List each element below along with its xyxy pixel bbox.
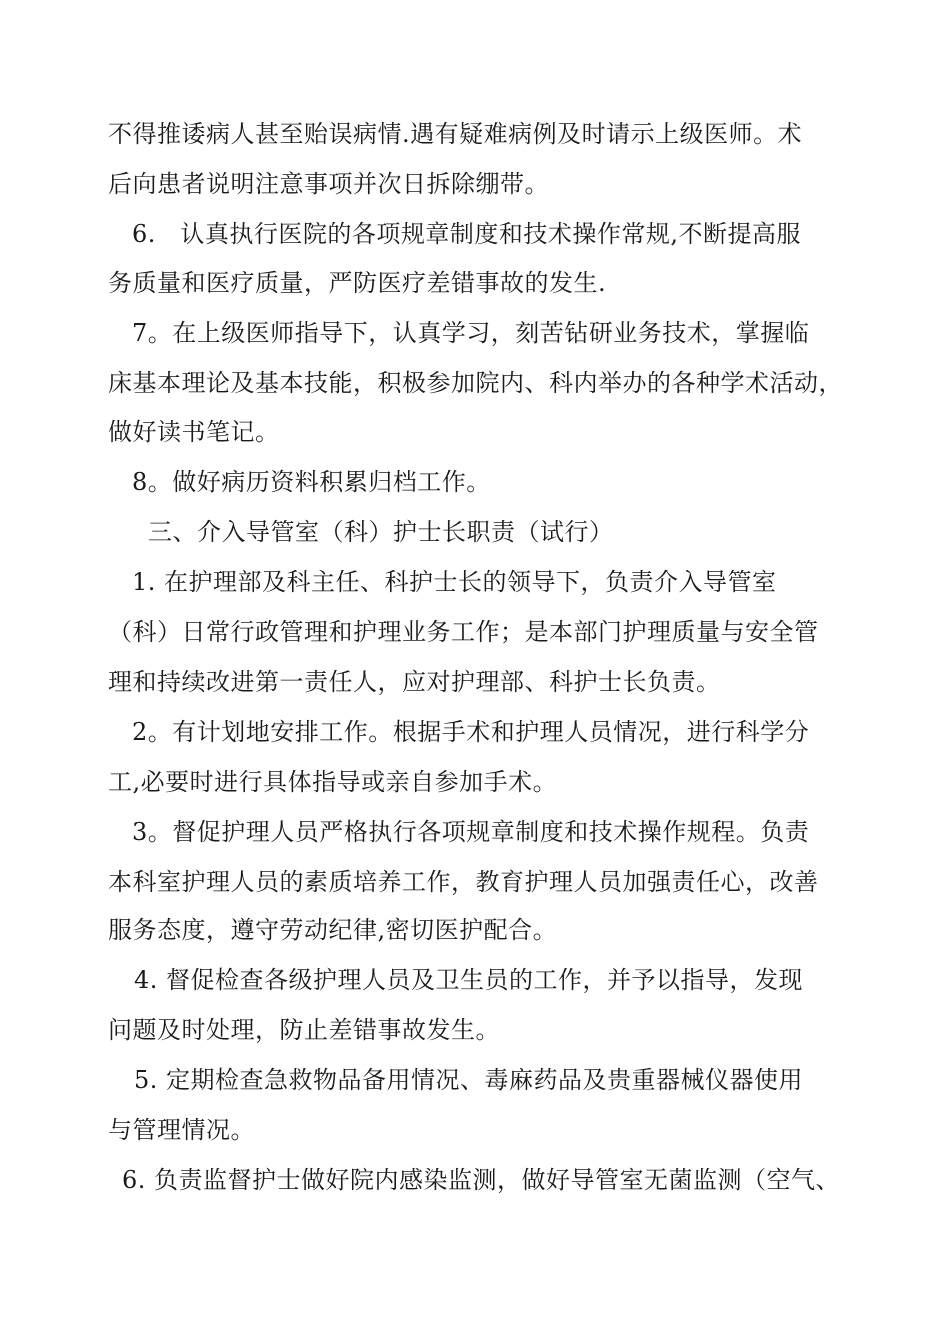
text-line: 本科室护理人员的素质培养工作，教育护理人员加强责任心，改善 [108, 868, 819, 896]
text-line: （科）日常行政管理和护理业务工作；是本部门护理质量与安全管 [108, 618, 819, 646]
text-line: 做好读书笔记。 [108, 418, 280, 446]
text-line: 8。做好病历资料积累归档工作。 [132, 468, 491, 496]
text-line: 6. 认真执行医院的各项规章制度和技术操作常规,不断提高服 [132, 220, 802, 248]
text-line: 2。有计划地安排工作。根据手术和护理人员情况，进行科学分 [132, 718, 810, 746]
section-heading: 三、介入导管室（科）护士长职责（试行） [148, 518, 614, 546]
text-line: 后向患者说明注意事项并次日拆除绷带。 [108, 170, 549, 198]
text-line: 工,必要时进行具体指导或亲自参加手术。 [108, 768, 558, 796]
text-line: 服务态度，遵守劳动纪律,密切医护配合。 [108, 916, 558, 944]
text-line: 1. 在护理部及科主任、科护士长的领导下，负责介入导管室 [132, 568, 777, 596]
text-line: 务质量和医疗质量，严防医疗差错事故的发生. [108, 269, 607, 297]
text-line: 6. 负责监督护士做好院内感染监测，做好导管室无菌监测（空气、 [122, 1166, 841, 1194]
text-line: 4. 督促检查各级护理人员及卫生员的工作，并予以指导，发现 [134, 966, 804, 994]
text-line: 5. 定期检查急救物品备用情况、毒麻药品及贵重器械仪器使用 [134, 1066, 804, 1094]
text-line: 理和持续改进第一责任人，应对护理部、科护士长负责。 [108, 668, 721, 696]
text-line: 7。在上级医师指导下，认真学习，刻苦钻研业务技术，掌握临 [132, 319, 810, 347]
text-line: 床基本理论及基本技能，积极参加院内、科内举办的各种学术活动， [108, 369, 843, 397]
text-line: 与管理情况。 [108, 1116, 255, 1144]
text-line: 不得推诿病人甚至贻误病情.遇有疑难病例及时请示上级医师。术 [108, 120, 803, 148]
text-line: 3。督促护理人员严格执行各项规章制度和技术操作规程。负责 [132, 818, 810, 846]
text-line: 问题及时处理，防止差错事故发生。 [108, 1016, 500, 1044]
